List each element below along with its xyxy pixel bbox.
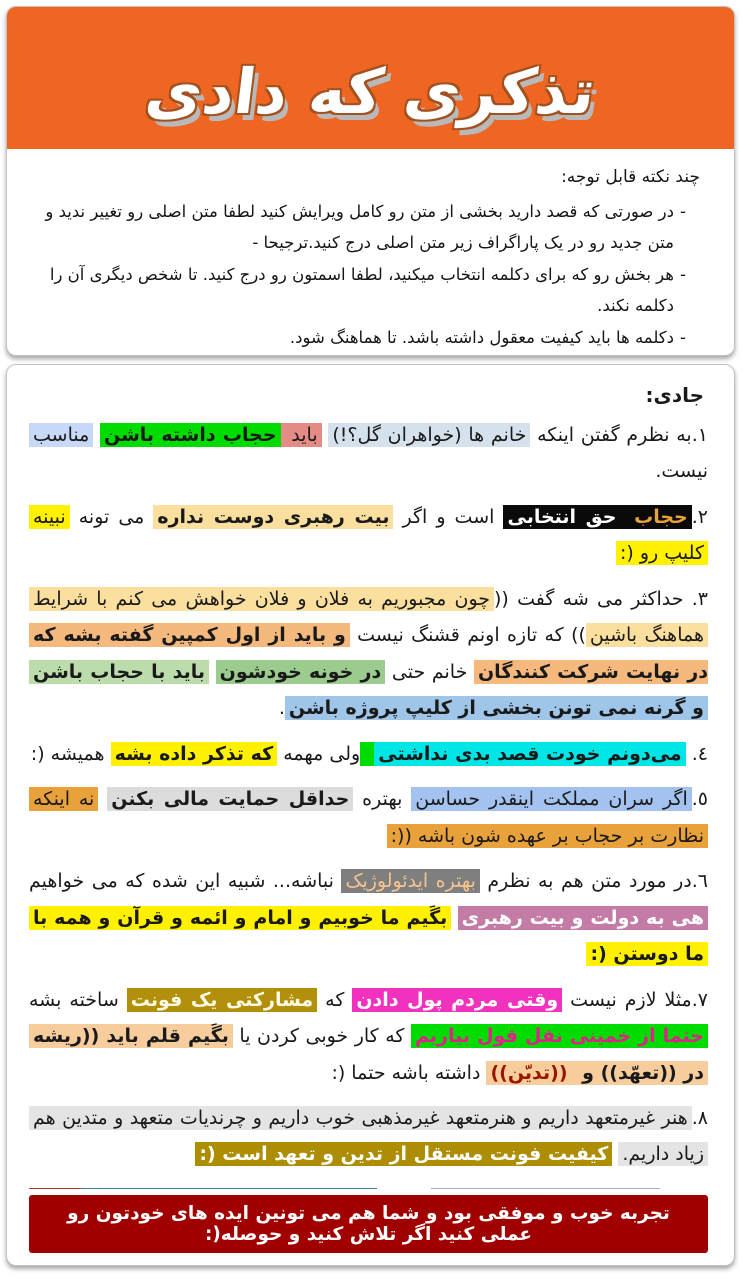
text-segment: باید با حجاب باشن	[29, 660, 209, 684]
text-segment: کیفیت فونت مستقل از تدین و تعهد است (:	[195, 1142, 612, 1166]
text-segment: است و اگر	[393, 505, 504, 528]
list-item	[29, 781, 708, 854]
text-segment: که کار خوبی کردن یا	[232, 1025, 411, 1048]
text-segment: اگر سران مملکت اینقدر حساسن	[411, 787, 691, 811]
items-section	[29, 381, 708, 1189]
text-segment: .	[278, 697, 285, 720]
text-segment	[81, 1188, 378, 1189]
text-segment: باید	[281, 423, 322, 447]
text-segment: همیشه (:	[30, 742, 111, 765]
text-segment: ۱.به نظرم گفتن اینکه	[530, 424, 708, 446]
text-segment: ((تدیّن))	[486, 1061, 571, 1085]
text-segment: ۳. حداکثر می شه گفت ((	[494, 587, 708, 610]
text-segment: وقتی مردم پول دادن	[352, 988, 562, 1012]
text-segment: نبینه کلیپ رو (:	[29, 505, 708, 565]
list-item	[29, 1100, 708, 1173]
text-segment: می‌دونم خودت قصد بدی نداشتی	[374, 742, 685, 766]
text-segment: و گرنه نمی تونن بخشی از کلیپ پروژه باشن	[285, 696, 708, 720]
text-segment: در صورتی که قصد دارید بخشی از متن رو کامل ویرایش کنید لطفا متن اصلی رو تغییر ندید و متن جدید رو در یک پاراگراف زیر متن اصلی درج کنید.ترجیحا -	[45, 202, 674, 252]
list-item	[29, 736, 708, 772]
text-segment: ٤.	[685, 742, 708, 765]
text-segment: بگَیم ما خوبیم و امام و ائمه و قرآن و همه با ما دوستن (:	[29, 906, 708, 966]
text-segment: هی به دولت و بیت رهبری	[458, 906, 708, 930]
text-segment: هنر غیرمتعهد داریم و هنرمتعهد غیرمذهبی خوب داریم و چرندیات متعهد و متدین هم زیاد داریم.	[29, 1106, 708, 1166]
list-item	[29, 581, 708, 727]
text-segment	[451, 907, 457, 929]
text-segment: داشته باشه حتما (:	[331, 1061, 487, 1084]
text-segment: ۸.	[691, 1106, 708, 1129]
text-segment: حتما از خمینی نقل قول بیاریم	[411, 1024, 708, 1048]
note-bullet	[33, 323, 692, 354]
text-segment: دکلمه ها باید کیفیت معقول داشته باشد. تا هماهنگ شود.	[289, 328, 674, 348]
item-list	[29, 417, 708, 1189]
text-segment: هر بخش رو که برای دکلمه انتخاب میکنید، لطفا اسمتون رو درج کنید. تا شخص دیگری آن را دکلمه نکند.	[49, 265, 674, 315]
text-segment: مناسب	[29, 423, 93, 447]
text-segment: حجاب	[621, 505, 692, 529]
list-item	[29, 417, 708, 490]
text-segment: چون مجبوریم به فلان و فلان خواهش می کنم با شرایط هماهنگ باشین	[29, 587, 708, 647]
list-item	[29, 499, 708, 572]
text-segment	[98, 788, 107, 810]
text-segment: خانم ها (خواهران گل؟!)	[328, 423, 530, 447]
text-segment: ۷.مثلا لازم نیست	[562, 988, 708, 1011]
text-segment	[209, 661, 216, 683]
main-card	[6, 364, 735, 1266]
bullet-dash: -	[680, 202, 686, 221]
text-segment: نه اینکه نظارت بر حجاب بر عهده شون باشه ((:	[29, 787, 708, 847]
note-bullet	[33, 197, 692, 258]
bullet-text	[33, 260, 674, 321]
text-segment	[93, 424, 100, 446]
text-segment: ساخته بشه	[29, 988, 127, 1011]
text-segment	[360, 742, 374, 766]
list-item	[29, 982, 708, 1091]
text-segment: که	[317, 988, 353, 1011]
note-bullet	[33, 260, 692, 321]
text-segment: )) که تازه اونم قشنگ نیست	[349, 624, 586, 647]
notes-bullet-list	[33, 197, 700, 356]
text-segment: حداقل حمایت مالی بکنن	[107, 787, 353, 811]
text-segment: که تذکر داده بشه	[111, 742, 278, 766]
text-segment: بیت رهبری دوست نداره	[153, 505, 393, 529]
section-heading: جادی:	[645, 383, 704, 407]
text-segment: و باید از اول کمپین گفته بشه که در نهایت شرکت کنندگان	[29, 623, 708, 683]
text-segment: ٥.	[691, 788, 708, 811]
bullet-text	[33, 197, 674, 258]
text-segment: بهتره ایدئولوژیک	[341, 869, 479, 893]
bullet-dash: -	[680, 265, 686, 285]
text-segment: بگَیم قلم باید ((ریشه در ((تعهّد)) و	[29, 1024, 708, 1084]
text-segment: بهتره	[353, 788, 412, 811]
text-segment: در خونه خودشون	[216, 660, 386, 684]
text-segment: ولی مهمه	[277, 742, 361, 765]
text-segment: ۲.	[691, 505, 708, 528]
list-item	[29, 1182, 708, 1189]
header-card	[6, 6, 735, 356]
notes-section	[7, 149, 734, 356]
text-segment: نباشه... شبیه این شده که می خواهیم	[29, 870, 342, 893]
page-title: تذکری که دادی	[141, 55, 600, 128]
text-segment: حجاب داشته باشن	[100, 423, 281, 447]
text-segment	[431, 1188, 660, 1189]
notes-heading: چند نکته قابل توجه:	[561, 167, 700, 187]
text-segment: حق انتخابی	[503, 505, 620, 529]
bullet-dash: -	[680, 328, 686, 348]
list-item	[29, 863, 708, 972]
footer-banner: تجربه خوب و موفقی بود و شما هم می تونین ایده های خودتون رو عملی کنید اگر تلاش کنید و حوصله(:	[29, 1195, 708, 1253]
text-segment: مشارکتی یک فونت	[127, 988, 317, 1012]
bullet-text	[33, 323, 674, 354]
text-segment: خانم حتی	[385, 660, 474, 683]
text-segment: می تونه	[69, 505, 154, 528]
text-segment: نیست.	[655, 460, 708, 483]
text-segment: ٦.در مورد متن هم به نظرم	[479, 870, 708, 893]
